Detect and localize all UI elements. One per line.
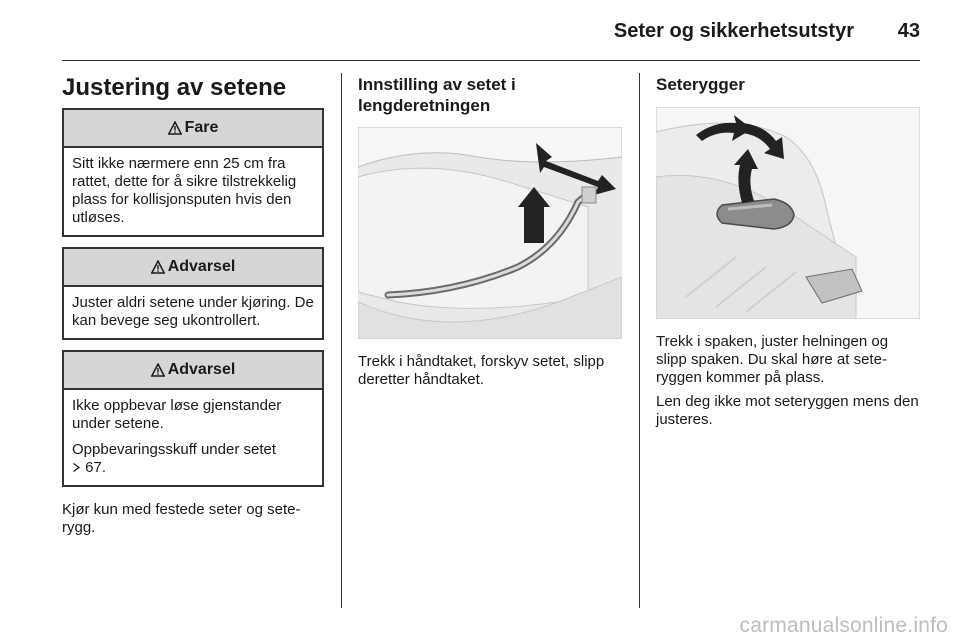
warning-triangle-icon bbox=[168, 121, 182, 135]
warning-box-storage bbox=[62, 350, 324, 487]
warning-triangle-icon bbox=[151, 363, 165, 377]
storage-drawer-text: Oppbevaringsskuff under setet bbox=[72, 441, 277, 458]
column-divider-2 bbox=[639, 73, 640, 608]
warning-box-label: Advarsel bbox=[167, 361, 236, 378]
backrest-instructions: Trekk i spaken, juster helningen og slipp spaken. Du skal høre at sete-ryggen kommer på plass. bbox=[656, 333, 889, 386]
page-reference: 67. bbox=[85, 459, 107, 476]
subsection-title: Seterygger bbox=[656, 75, 745, 94]
warning-text: Juster aldri setene under kjøring. De kan bevege seg ukontrollert. bbox=[72, 294, 314, 329]
subsection-title-line2: lengderetningen bbox=[358, 96, 491, 115]
warning-triangle-icon bbox=[151, 260, 165, 274]
section-title: Justering av setene bbox=[62, 74, 287, 101]
watermark: carmanualsonline.info bbox=[739, 614, 948, 637]
column-backrest bbox=[656, 74, 920, 429]
danger-box-body bbox=[64, 148, 322, 235]
warning-text-storage bbox=[72, 441, 314, 477]
header-rule bbox=[62, 60, 920, 61]
backrest-illustration bbox=[656, 107, 920, 319]
backrest-caution: Len deg ikke mot seteryggen mens den justeres. bbox=[656, 393, 919, 428]
column-divider-1 bbox=[341, 73, 342, 608]
warning-box-body bbox=[64, 390, 322, 485]
warning-text: Ikke oppbevar løse gjenstander under setene. bbox=[72, 397, 282, 432]
backrest-lever-illustration bbox=[656, 107, 920, 319]
page-header bbox=[62, 0, 920, 62]
seat-rail-illustration bbox=[358, 127, 622, 339]
subsection-title-line1: Innstilling av setet i bbox=[358, 75, 516, 94]
page-reference-link[interactable] bbox=[72, 459, 106, 476]
slide-instructions: Trekk i håndtaket, forskyv setet, slipp deretter håndtaket. bbox=[358, 353, 605, 388]
seat-slide-illustration bbox=[358, 127, 622, 339]
danger-box bbox=[62, 108, 324, 237]
subsection-title bbox=[358, 74, 622, 116]
warning-box-body bbox=[64, 287, 322, 338]
warning-box-label: Advarsel bbox=[167, 258, 236, 275]
warning-box-driving bbox=[62, 247, 324, 340]
page-number: 43 bbox=[897, 20, 920, 42]
danger-text: Sitt ikke nærmere enn 25 cm fra rattet, dette for å sikre tilstrekkelig plass for kollisjonsputen hvis den utløses. bbox=[72, 155, 297, 226]
warning-box-header bbox=[64, 249, 322, 287]
reference-arrow-icon bbox=[72, 462, 81, 473]
warning-box-header bbox=[64, 352, 322, 390]
column-seat-adjustment bbox=[62, 74, 324, 537]
chapter-title: Seter og sikkerhetsutstyr bbox=[613, 20, 854, 42]
fastened-seats-text: Kjør kun med festede seter og sete-rygg. bbox=[62, 501, 301, 536]
danger-box-header bbox=[64, 110, 322, 148]
danger-box-label: Fare bbox=[184, 119, 219, 136]
column-longitudinal-adjustment bbox=[358, 74, 622, 389]
